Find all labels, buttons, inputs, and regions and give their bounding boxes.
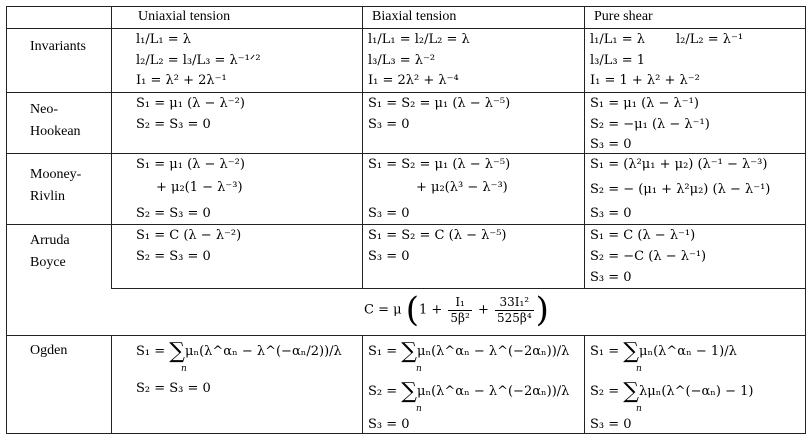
- row-label-mr-line2: Rivlin: [30, 189, 66, 204]
- ab-uni-2: S₂ = S₃ = 0: [136, 249, 211, 264]
- row-label-arruda-boyce: [30, 230, 70, 274]
- c-lhs: C = μ: [364, 302, 402, 318]
- arruda-boyce-c-formula: C = μ (1 + $\frac{\text{I₁}}{\text{5β²}}$ + $\frac{\text{33I₁²}}{\text{525β⁴}}$ ): [364, 290, 549, 330]
- row-label-ab-line2: Boyce: [30, 255, 66, 270]
- row-label-neo-line1: Neo-: [30, 102, 58, 117]
- ogden-sh-s2: S₂ = ∑λμₙ(λ^(−αₙ) − 1): [590, 379, 754, 404]
- row-label-ogden: Ogden: [30, 343, 68, 358]
- ogden-sh-s3: S₃ = 0: [590, 417, 632, 432]
- header-uniaxial: Uniaxial tension: [138, 9, 231, 24]
- neo-bi-2: S₃ = 0: [368, 117, 410, 132]
- row-label-mr-line1: Mooney-: [30, 167, 82, 182]
- row-label-invariants: Invariants: [30, 39, 86, 54]
- mr-uni-3: S₂ = S₃ = 0: [136, 206, 211, 221]
- mr-bi-3: S₃ = 0: [368, 206, 410, 221]
- neo-shear-1: S₁ = μ₁ (λ − λ⁻¹): [590, 96, 699, 111]
- inv-bi-1: l₁/L₁ = l₂/L₂ = λ: [368, 32, 470, 47]
- c-plus: +: [477, 302, 489, 318]
- mr-shear-3: S₃ = 0: [590, 206, 632, 221]
- neo-uni-1: S₁ = μ₁ (λ − λ⁻²): [136, 96, 245, 111]
- ogden-bi-s1: S₁ = ∑μₙ(λ^αₙ − λ^(−2αₙ))/λ: [368, 339, 570, 364]
- mr-bi-1: S₁ = S₂ = μ₁ (λ − λ⁻⁵): [368, 157, 511, 172]
- row-label-neo-line2: Hookean: [30, 124, 81, 139]
- sum-icon: ∑: [401, 379, 418, 404]
- sum-icon: ∑: [401, 339, 418, 364]
- ogden-sh-n1: n: [636, 364, 642, 374]
- constitutive-model-table: [6, 6, 806, 434]
- mr-uni-2: + μ₂(1 − λ⁻³): [156, 180, 243, 195]
- c-frac-2: $\frac{\text{33I₁²}}{\text{525β⁴}}$: [496, 294, 532, 325]
- mr-shear-2: S₂ = − (μ₁ + λ²μ₂) (λ − λ⁻¹): [590, 182, 771, 197]
- inv-uni-2: l₂/L₂ = l₃/L₃ = λ⁻¹ᐟ²: [136, 53, 261, 68]
- inv-shear-2: l₃/L₃ = 1: [590, 53, 646, 68]
- ab-shear-2: S₂ = −C (λ − λ⁻¹): [590, 249, 707, 264]
- header-biaxial: Biaxial tension: [372, 9, 457, 24]
- ab-uni-1: S₁ = C (λ − λ⁻²): [136, 228, 242, 243]
- mr-uni-1: S₁ = μ₁ (λ − λ⁻²): [136, 157, 245, 172]
- row-label-mooney-rivlin: [30, 164, 81, 208]
- neo-bi-1: S₁ = S₂ = μ₁ (λ − λ⁻⁵): [368, 96, 511, 111]
- ogden-sh-s1: S₁ = ∑μₙ(λ^αₙ − 1)/λ: [590, 339, 737, 364]
- sum-icon: ∑: [623, 379, 640, 404]
- inv-shear-1a: l₁/L₁ = λ: [590, 32, 645, 47]
- inv-uni-3: I₁ = λ² + 2λ⁻¹: [136, 73, 227, 88]
- neo-shear-3: S₃ = 0: [590, 137, 632, 152]
- ab-shear-1: S₁ = C (λ − λ⁻¹): [590, 228, 696, 243]
- header-pure-shear: Pure shear: [594, 9, 653, 24]
- ogden-uni-s23: S₂ = S₃ = 0: [136, 381, 211, 396]
- neo-uni-2: S₂ = S₃ = 0: [136, 117, 211, 132]
- inv-shear-3: I₁ = 1 + λ² + λ⁻²: [590, 73, 700, 88]
- ab-bi-1: S₁ = S₂ = C (λ − λ⁻⁵): [368, 228, 507, 243]
- inv-uni-1: l₁/L₁ = λ: [136, 32, 191, 47]
- ogden-bi-s2: S₂ = ∑μₙ(λ^αₙ − λ^(−2αₙ))/λ: [368, 379, 570, 404]
- neo-shear-2: S₂ = −μ₁ (λ − λ⁻¹): [590, 117, 710, 132]
- ogden-bi-n1: n: [416, 364, 422, 374]
- ogden-bi-s3: S₃ = 0: [368, 417, 410, 432]
- mr-bi-2: + μ₂(λ³ − λ⁻³): [416, 180, 508, 195]
- ogden-bi-n2: n: [416, 404, 422, 414]
- ogden-uni-s1: S₁ = ∑μₙ(λ^αₙ − λ^(−αₙ/2))/λ: [136, 339, 342, 364]
- ogden-sh-n2: n: [636, 404, 642, 414]
- inv-shear-1b: l₂/L₂ = λ⁻¹: [676, 32, 744, 47]
- ab-bi-2: S₃ = 0: [368, 249, 410, 264]
- row-label-ab-line1: Arruda: [30, 233, 70, 248]
- c-one: 1 +: [418, 302, 443, 318]
- ogden-uni-n: n: [181, 364, 187, 374]
- sum-icon: ∑: [169, 339, 186, 364]
- ab-shear-3: S₃ = 0: [590, 270, 632, 285]
- inv-bi-3: I₁ = 2λ² + λ⁻⁴: [368, 73, 459, 88]
- sum-icon: ∑: [623, 339, 640, 364]
- inv-bi-2: l₃/L₃ = λ⁻²: [368, 53, 436, 68]
- mr-shear-1: S₁ = (λ²μ₁ + μ₂) (λ⁻¹ − λ⁻³): [590, 157, 768, 172]
- c-frac-1: $\frac{\text{I₁}}{\text{5β²}}$: [450, 294, 470, 325]
- row-label-neo-hookean: [30, 99, 81, 143]
